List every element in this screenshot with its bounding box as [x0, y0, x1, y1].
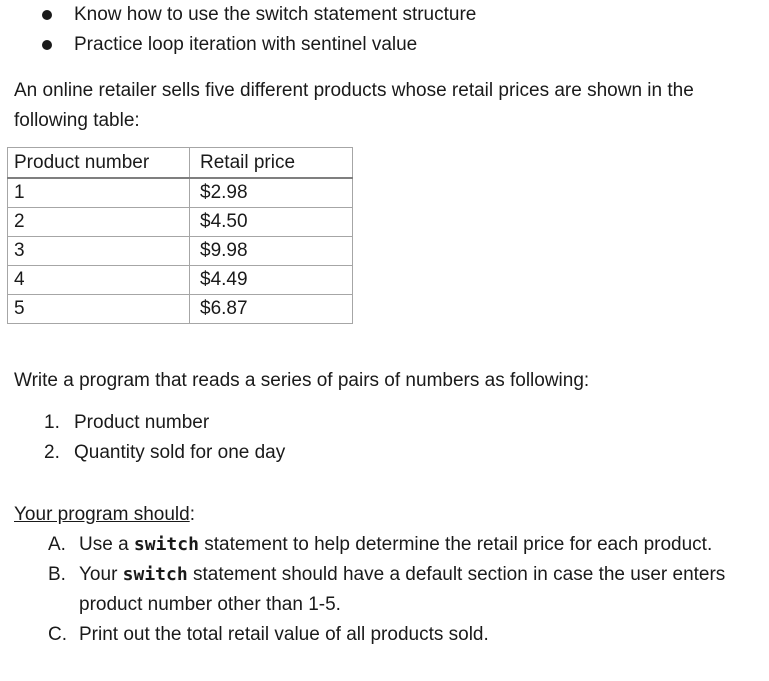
retail-price-cell: $2.98: [190, 178, 353, 208]
item-letter: A.: [48, 534, 66, 555]
item-text: statement should have a default section in case the user enters product number other than 1-5.: [79, 564, 726, 615]
table-row: [8, 237, 353, 266]
list-item: [44, 408, 285, 438]
code-keyword: switch: [122, 564, 188, 585]
code-keyword: switch: [133, 534, 199, 555]
table-row: [8, 208, 353, 237]
item-text: Product number: [74, 412, 210, 433]
objectives-list: [42, 2, 476, 62]
bullet-icon: [42, 40, 52, 50]
objective-text: Know how to use the switch statement structure: [74, 4, 477, 25]
item-text: Your: [79, 564, 123, 585]
bullet-icon: [42, 10, 52, 20]
inputs-list: [44, 408, 285, 468]
retail-price-cell: $4.50: [190, 208, 353, 237]
table-row: [8, 266, 353, 295]
price-table: [7, 147, 353, 324]
product-number-cell: 1: [8, 178, 190, 208]
product-number-cell: 2: [8, 208, 190, 237]
objective-text: Practice loop iteration with sentinel value: [74, 34, 418, 55]
retail-price-cell: $6.87: [190, 295, 353, 324]
table-row: [8, 178, 353, 208]
product-number-cell: 3: [8, 237, 190, 266]
table-header-row: [8, 148, 353, 179]
header-product-number: Product number: [8, 148, 190, 179]
objective-item: [42, 32, 476, 62]
product-number-cell: 4: [8, 266, 190, 295]
item-letter: B.: [48, 564, 66, 585]
item-text: Print out the total retail value of all products sold.: [79, 624, 489, 645]
requirements-colon: :: [189, 504, 195, 525]
list-item: [48, 530, 763, 560]
list-item: [44, 438, 285, 468]
objective-item: [42, 2, 476, 32]
product-number-cell: 5: [8, 295, 190, 324]
retail-price-cell: $4.49: [190, 266, 353, 295]
header-retail-price: Retail price: [190, 148, 353, 179]
requirements-heading: [14, 500, 195, 530]
intro-paragraph: An online retailer sells five different products whose retail prices are shown in the following table:: [14, 80, 694, 131]
item-number: 1.: [44, 412, 60, 433]
item-number: 2.: [44, 442, 60, 463]
list-item: [48, 560, 763, 620]
list-item: [48, 620, 763, 650]
item-text: Use a: [79, 534, 134, 555]
table-row: [8, 295, 353, 324]
requirements-list: [48, 530, 763, 650]
retail-price-cell: $9.98: [190, 237, 353, 266]
item-text: statement to help determine the retail price for each product.: [198, 534, 713, 555]
item-letter: C.: [48, 624, 67, 645]
requirements-label: Your program should: [14, 504, 190, 525]
item-text: Quantity sold for one day: [74, 442, 286, 463]
write-prompt: Write a program that reads a series of pairs of numbers as following:: [14, 370, 590, 391]
